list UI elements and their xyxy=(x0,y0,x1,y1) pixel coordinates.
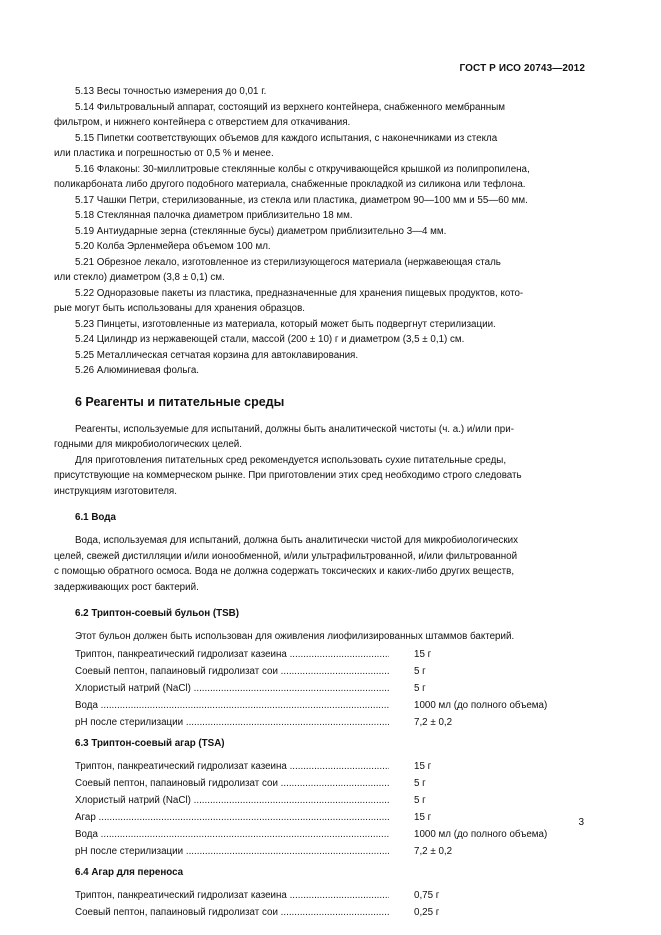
ingredient-amount: 1000 мл (до полного объема) xyxy=(414,828,548,840)
ingredient-name: Хлористый натрий (NaCl) ..... xyxy=(75,793,389,809)
item-5-24: 5.24 Цилиндр из нержавеющей стали, массой (200 ± 10) г и диаметром (3,5 ± 0,1) см. xyxy=(75,334,465,345)
composition-row xyxy=(75,715,585,732)
item-5-23: 5.23 Пинцеты, изготовленные из материала, который может быть подвергнут стерилизации. xyxy=(75,318,496,330)
section-6-1-paragraph-cont: с помощью обратного осмоса. Вода не должна содержать токсических и каких-либо других веществ, xyxy=(54,566,515,577)
section-6-paragraph-2: Для приготовления питательных сред рекомендуется использовать сухие питательные среды, xyxy=(75,454,507,466)
item-5-21-cont: или стекло) диаметром (3,8 ± 0,1) см. xyxy=(54,272,225,283)
ingredient-name: pH после стерилизации ..... xyxy=(75,715,389,731)
item-5-17: 5.17 Чашки Петри, стерилизованные, из стекла или пластика, диаметром 90—100 мм и 55—60 мм. xyxy=(75,194,528,206)
item-5-21: 5.21 Обрезное лекало, изготовленное из стерилизующегося материала (нержавеющая сталь xyxy=(75,256,501,268)
item-5-13: 5.13 Весы точностью измерения до 0,01 г. xyxy=(75,86,267,97)
composition-row xyxy=(75,888,585,905)
equipment-list xyxy=(54,84,585,379)
item-5-16: 5.16 Флаконы: 30-миллитровые стеклянные колбы с откручивающейся крышкой из полипропилена, xyxy=(75,163,530,175)
transfer-agar-composition xyxy=(54,888,585,922)
item-5-20: 5.20 Колба Эрленмейера объемом 100 мл. xyxy=(75,241,271,252)
ingredient-name: pH после стерилизации ..... xyxy=(75,844,389,860)
composition-row xyxy=(75,776,585,793)
item-5-16-cont: поликарбоната либо другого подобного материала, снабженные прокладкой из силикона или тефлона. xyxy=(54,179,526,190)
ingredient-amount: 7,2 ± 0,2 xyxy=(414,716,453,728)
section-6-2-heading: 6.2 Триптон-соевый бульон (TSB) xyxy=(75,608,239,619)
section-6-3-heading: 6.3 Триптон-соевый агар (TSA) xyxy=(75,737,225,749)
composition-row xyxy=(75,844,585,861)
item-5-15-cont: или пластика и погрешностью от 0,5 % и менее. xyxy=(54,148,274,159)
ingredient-amount: 15 г xyxy=(414,811,432,823)
item-5-18: 5.18 Стеклянная палочка диаметром приблизительно 18 мм. xyxy=(75,210,353,221)
tsb-composition xyxy=(54,647,585,732)
composition-row xyxy=(75,647,585,664)
ingredient-amount: 0,25 г xyxy=(414,906,440,918)
composition-row xyxy=(75,827,585,844)
composition-row xyxy=(75,810,585,827)
section-6-1-paragraph-cont: целей, свежей дистилляции и/или ионообменной, и/или ультрафильтрованной, и/или фильтрованной xyxy=(54,550,518,562)
composition-row xyxy=(75,664,585,681)
section-6-heading: 6 Реагенты и питательные среды xyxy=(75,394,285,409)
ingredient-amount: 5 г xyxy=(414,777,426,789)
ingredient-amount: 15 г xyxy=(414,760,432,772)
ingredient-name: Вода ..... xyxy=(75,827,389,843)
item-5-22: 5.22 Одноразовые пакеты из пластика, предназначенные для хранения пищевых продуктов, кото- xyxy=(75,287,524,299)
ingredient-name: Соевый пептон, папаиновый гидролизат сои ..... xyxy=(75,664,389,680)
section-6-1-paragraph-cont: задерживающих рост бактерий. xyxy=(54,581,199,593)
ingredient-name: Соевый пептон, папаиновый гидролизат сои ..... xyxy=(75,776,389,792)
section-6-4-heading: 6.4 Агар для переноса xyxy=(75,866,184,878)
section-6-1-heading: 6.1 Вода xyxy=(75,512,116,523)
ingredient-amount: 5 г xyxy=(414,665,426,677)
ingredient-name: Триптон, панкреатический гидролизат казеина ..... xyxy=(75,888,389,904)
section-6-paragraph-2-cont: присутствующие на коммерческом рынке. При приготовлении этих сред необходимо строго следовать xyxy=(54,470,522,481)
section-6-paragraph-1-cont: годными для микробиологических целей. xyxy=(54,439,242,450)
composition-row xyxy=(75,793,585,810)
page-number: 3 xyxy=(578,817,584,828)
section-6-2-intro: Этот бульон должен быть использован для оживления лиофилизированных штаммов бактерий. xyxy=(75,631,515,642)
composition-row xyxy=(75,681,585,698)
composition-row xyxy=(75,698,585,715)
ingredient-amount: 5 г xyxy=(414,794,426,806)
composition-row xyxy=(75,759,585,776)
ingredient-name: Соевый пептон, папаиновый гидролизат сои ..... xyxy=(75,905,389,921)
ingredient-name: Триптон, панкреатический гидролизат казеина ..... xyxy=(75,647,389,663)
composition-row xyxy=(75,905,585,922)
section-6-paragraph-1: Реагенты, используемые для испытаний, должны быть аналитической чистоты (ч. а.) и/или при- xyxy=(75,423,514,435)
ingredient-amount: 5 г xyxy=(414,682,426,694)
section-6-paragraph-2-cont: инструкциям изготовителя. xyxy=(54,485,177,497)
tsa-composition xyxy=(54,759,585,861)
page-content xyxy=(54,84,585,922)
item-5-14-cont: фильтром, и нижнего контейнера с отверстием для откачивания. xyxy=(54,117,351,128)
ingredient-name: Агар ..... xyxy=(75,810,389,826)
item-5-19: 5.19 Антиударные зерна (стеклянные бусы) диаметром приблизительно 3—4 мм. xyxy=(75,225,447,237)
ingredient-amount: 7,2 ± 0,2 xyxy=(414,845,453,857)
ingredient-amount: 0,75 г xyxy=(414,889,440,901)
item-5-25: 5.25 Металлическая сетчатая корзина для автоклавирования. xyxy=(75,349,359,361)
ingredient-amount: 15 г xyxy=(414,648,432,660)
item-5-26: 5.26 Алюминиевая фольга. xyxy=(75,365,200,376)
ingredient-name: Триптон, панкреатический гидролизат казеина ..... xyxy=(75,759,389,775)
item-5-22-cont: рые могут быть использованы для хранения образцов. xyxy=(54,303,306,314)
section-6-1-paragraph: Вода, используемая для испытаний, должна быть аналитически чистой для микробиологических xyxy=(75,535,518,546)
item-5-14: 5.14 Фильтровальный аппарат, состоящий из верхнего контейнера, снабженного мембранным xyxy=(75,101,505,113)
item-5-15: 5.15 Пипетки соответствующих объемов для каждого испытания, с наконечниками из стекла xyxy=(75,132,498,144)
ingredient-name: Вода ..... xyxy=(75,698,389,714)
ingredient-amount: 1000 мл (до полного объема) xyxy=(414,699,548,711)
ingredient-name: Хлористый натрий (NaCl) ..... xyxy=(75,681,389,697)
standard-header: ГОСТ Р ИСО 20743—2012 xyxy=(459,63,585,74)
